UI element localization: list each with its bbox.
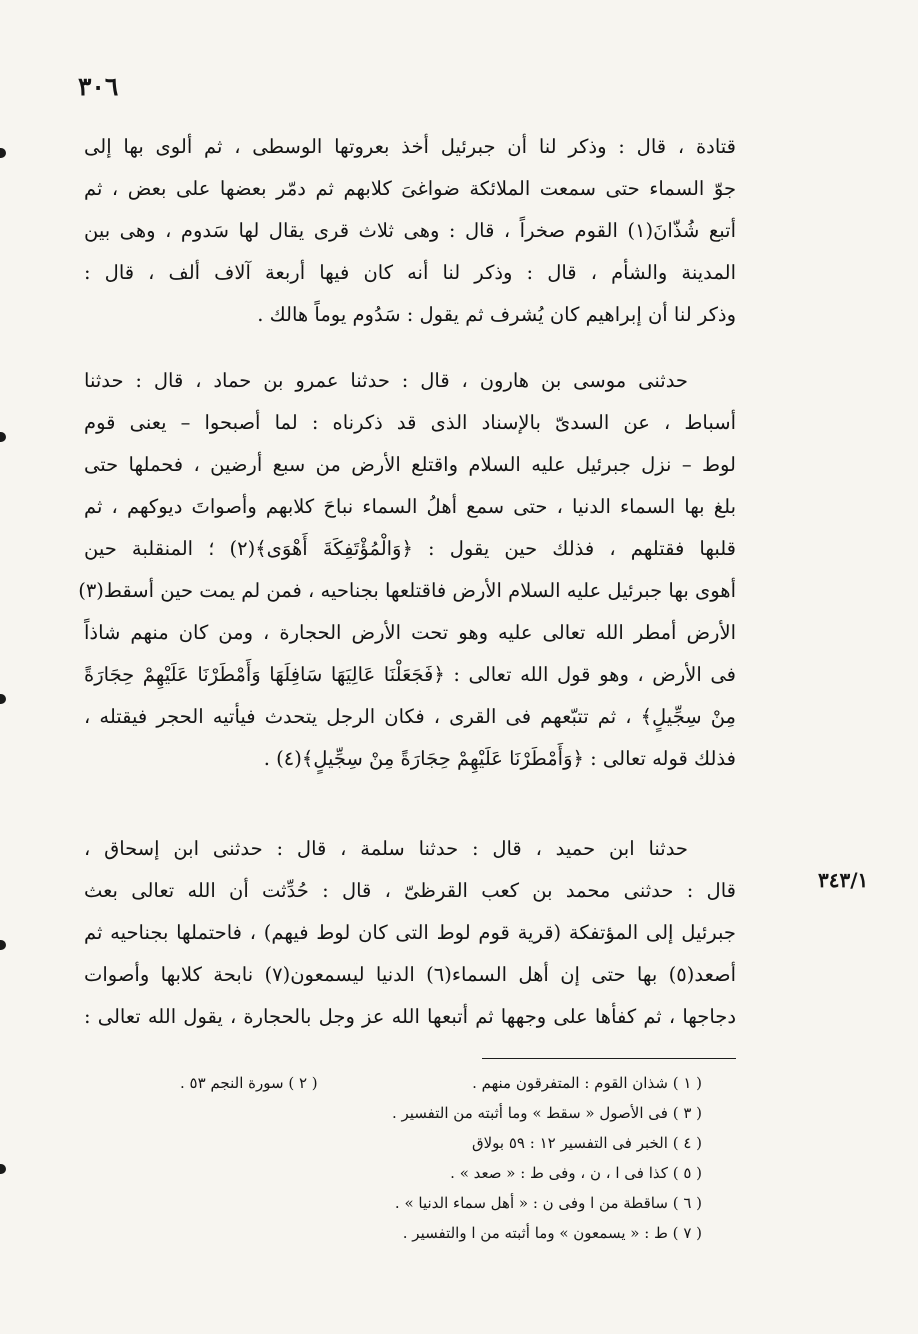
footnote-4: ( ٤ ) الخبر فى التفسير ١٢ : ٥٩ بولاق: [471, 1134, 702, 1152]
paragraph-line: أهوى بها جبرئيل عليه السلام الأرض فاقتلعها بجناحيه ، فمن لم يمت حين أسقط(٣): [78, 579, 736, 602]
paragraph-line: لوط – نزل جبرئيل عليه السلام واقتلع الأرض من سبع أرضين ، فحملها حتى: [84, 453, 736, 476]
paragraph-line: فى الأرض ، وهو قول الله تعالى : ﴿فَجَعَلْنَا عَالِيَهَا سَافِلَهَا وَأَمْطَرْنَا عَلَيْهِمْ حِجَارَةً: [84, 663, 736, 686]
scan-edge-mark: [0, 940, 6, 950]
paragraph-line: قتادة ، قال : وذكر لنا أن جبرئيل أخذ بعروتها الوسطى ، ثم ألوى بها إلى: [84, 135, 736, 158]
scan-edge-mark: [0, 1164, 6, 1174]
paragraph-line: حدثنى موسى بن هارون ، قال : حدثنا عمرو بن حماد ، قال : حدثنا: [84, 369, 688, 392]
paragraph-line: أتبع شُذّانَ(١) القوم صخراً ، قال : وهى ثلاث قرى يقال لها سَدوم ، وهى بين: [84, 219, 736, 242]
paragraph-line: دجاجها ، ثم كفأها على وجهها ثم أتبعها الله عز وجل بالحجارة ، يقول الله تعالى :: [84, 1005, 736, 1028]
footnote-2: ( ٢ ) سورة النجم ٥٣ .: [180, 1074, 318, 1092]
page-number: ٣٠٦: [78, 72, 119, 101]
paragraph-line: جوّ السماء حتى سمعت الملائكة ضواغىَ كلابهم ثم دمّر بعضها على بعض ، ثم: [84, 177, 736, 200]
footnote-3: ( ٣ ) فى الأصول « سقط » وما أثبته من التفسير .: [391, 1104, 702, 1122]
paragraph-line: جبرئيل إلى المؤتفكة (قرية قوم لوط التى كان لوط فيهم) ، فاحتملها بجناحيه ثم: [84, 921, 736, 944]
footnotes: [180, 1068, 702, 1248]
scan-edge-mark: [0, 148, 6, 158]
footnote-divider: [482, 1058, 736, 1059]
paragraph-line: حدثنا ابن حميد ، قال : حدثنا سلمة ، قال : حدثنى ابن إسحاق ،: [84, 837, 688, 860]
paragraph-line: بلغ بها السماء الدنيا ، حتى سمع أهلُ السماء نباحَ كلابهم وأصواتَ ديوكهم ، ثم: [84, 495, 736, 518]
paragraph-2: [78, 360, 736, 780]
paragraph-line: فذلك قوله تعالى : ﴿وَأَمْطَرْنَا عَلَيْهِمْ حِجَارَةً مِنْ سِجِّيلٍ﴾(٤) .: [263, 747, 736, 770]
paragraph-line: أسباط ، عن السدىّ بالإسناد الذى قد ذكرناه : لما أصبحوا – يعنى قوم: [84, 411, 736, 434]
footnote-row: [180, 1068, 702, 1098]
footnote-7: ( ٧ ) ط : « يسمعون » وما أثبته من ا والتفسير .: [402, 1224, 702, 1242]
footnote-6: ( ٦ ) ساقطة من ا وفى ن : « أهل سماء الدنيا » .: [394, 1194, 702, 1212]
paragraph-3: [84, 828, 736, 1038]
paragraph-line: المدينة والشأم ، قال : وذكر لنا أنه كان فيها أربعة آلاف ألف ، قال :: [84, 261, 736, 284]
paragraph-line: أصعد(٥) بها حتى إن أهل السماء(٦) الدنيا ليسمعون(٧) نابحة كلابها وأصوات: [84, 963, 736, 986]
paragraph-1: [84, 126, 736, 336]
paragraph-line: وذكر لنا أن إبراهيم كان يُشرف ثم يقول : سَدُوم يوماً هالك .: [257, 303, 736, 326]
scan-edge-mark: [0, 694, 6, 704]
paragraph-line: الأرض أمطر الله تعالى عليه وهو تحت الأرض الحجارة ، ومن كان منهم شاذاً: [84, 621, 736, 644]
footnote-5: ( ٥ ) كذا فى ا ، ن ، وفى ط : « صعد » .: [450, 1164, 702, 1182]
paragraph-line: قلبها فقتلهم ، فذلك حين يقول : ﴿وَالْمُؤْتَفِكَةَ أَهْوَى﴾(٢) ؛ المنقلبة حين: [84, 537, 736, 560]
scan-edge-mark: [0, 432, 6, 442]
paragraph-line: قال : حدثنى محمد بن كعب القرظىّ ، قال : حُدِّثت أن الله تعالى بعث: [84, 879, 736, 902]
footnote-1: ( ١ ) شذان القوم : المتفرقون منهم .: [472, 1074, 702, 1092]
paragraph-line: مِنْ سِجِّيلٍ﴾ ، ثم تتبّعهم فى القرى ، فكان الرجل يتحدث فيأتيه الحجر فيقتله ،: [84, 705, 736, 728]
margin-reference: ٣٤٣/١: [818, 868, 869, 892]
